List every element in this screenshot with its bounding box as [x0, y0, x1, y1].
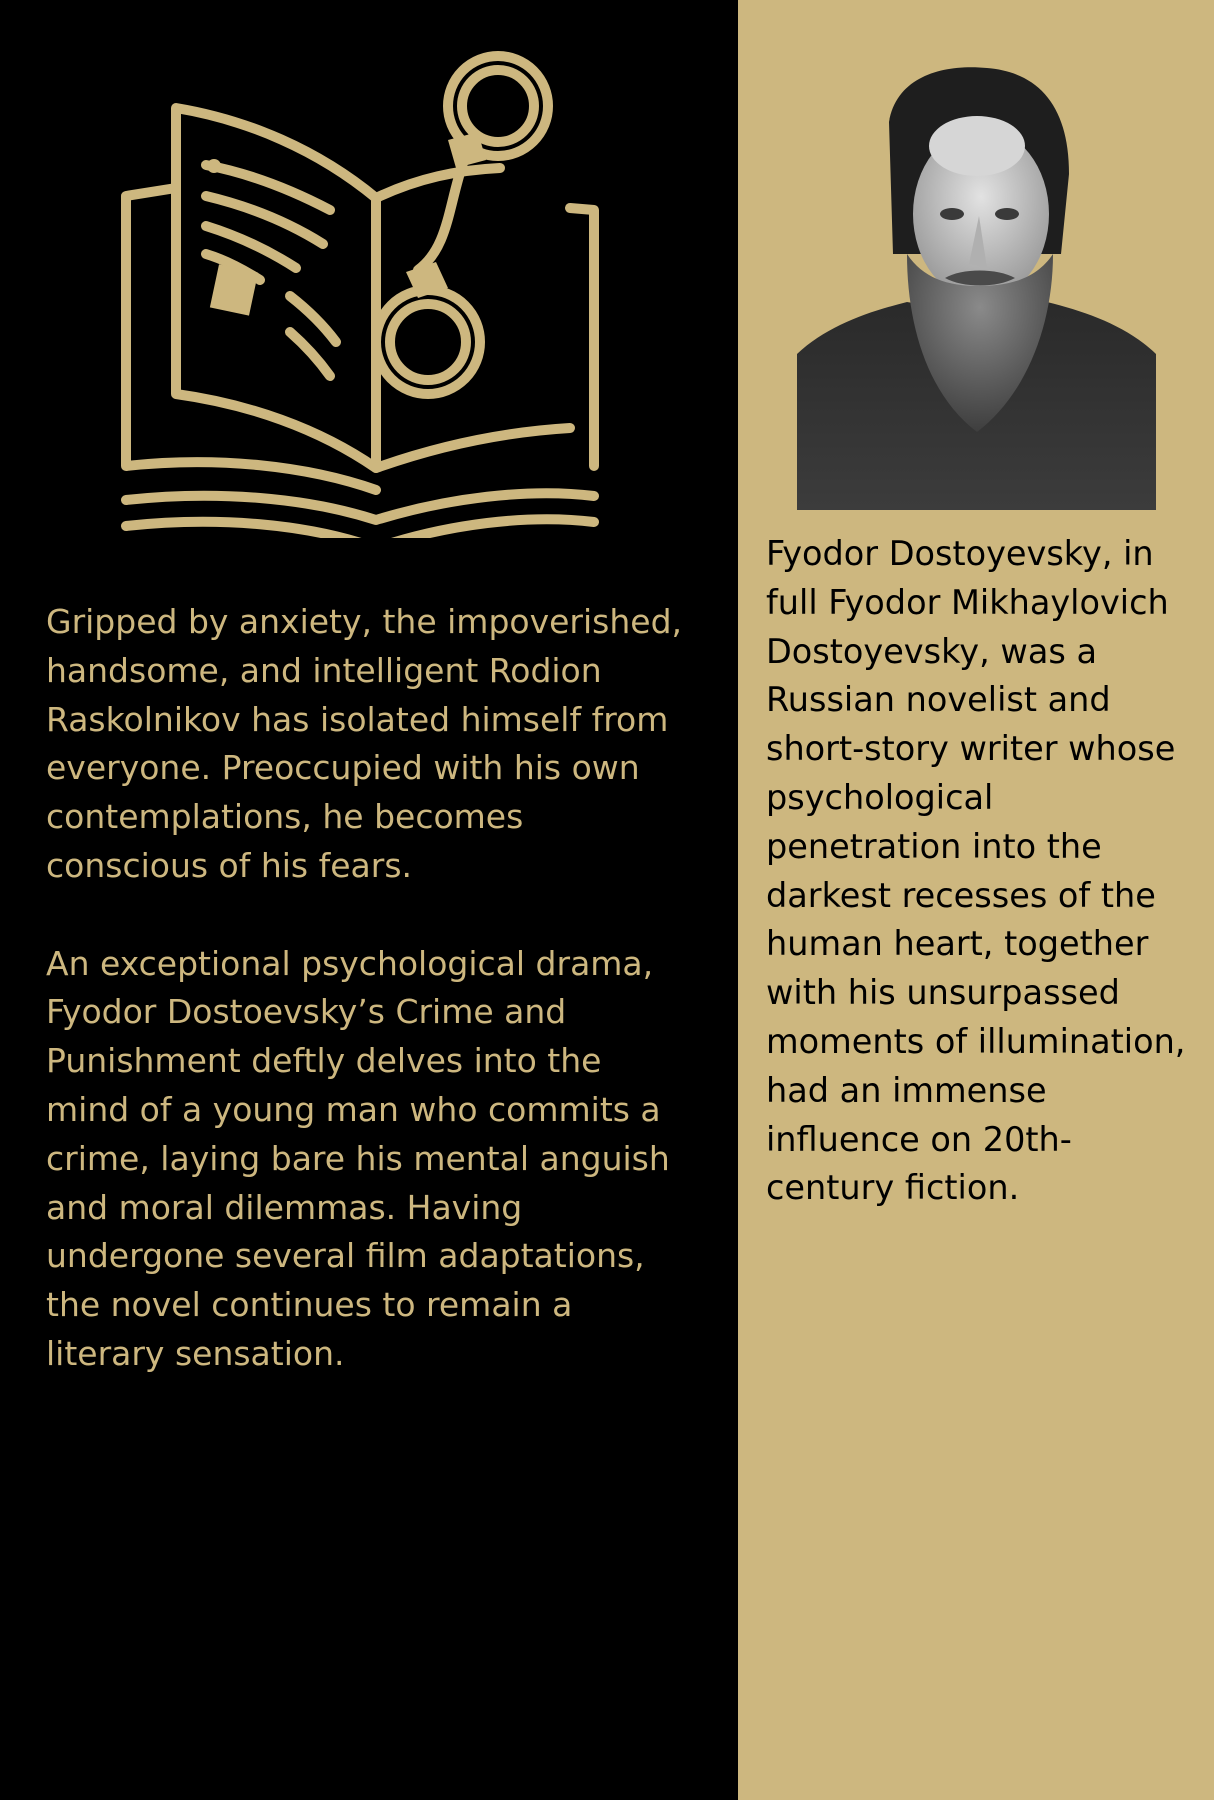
- synopsis-paragraph-1: Gripped by anxiety, the impoverished, handsome, and intelligent Rodion Raskolnikov has isolated himself from everyone. Preoccupied with his own contemplations, he becomes conscious of his fears.: [46, 602, 683, 885]
- synopsis-paragraph-2: An exceptional psychological drama, Fyodor Dostoevsky’s Crime and Punishment deftly delves into the mind of a young man who commits a crime, laying bare his mental anguish and moral dilemmas. Having undergone several film adaptations, the novel continues to remain a literary sensation.: [46, 943, 670, 1373]
- author-portrait-photo: [797, 64, 1156, 510]
- author-bio-text: Fyodor Dostoyevsky, in full Fyodor Mikhaylovich Dostoyevsky, was a Russian novelist and short-story writer whose psychological penetration into the darkest recesses of the human heart, together with his unsurpassed moments of illumination, had an immense influence on 20th- century fiction.: [766, 534, 1186, 1208]
- synopsis-text: [46, 598, 696, 1379]
- book-handcuffs-icon: [118, 48, 608, 538]
